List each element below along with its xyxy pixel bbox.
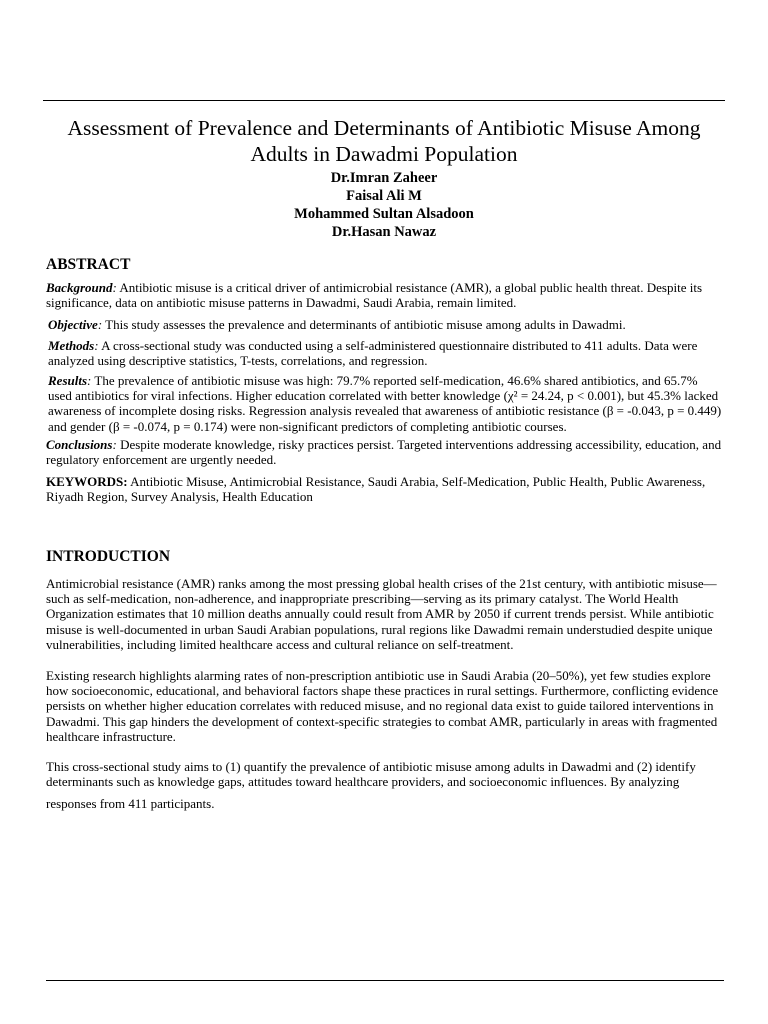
background-text: Antibiotic misuse is a critical driver of antimicrobial resistance (AMR), a global public health threat. Despite its significance, data on antibiotic misuse patterns in Dawadmi, Saudi Arabia, remain limited.: [46, 280, 703, 311]
conclusions-label: Conclusions: [46, 437, 113, 452]
top-rule: [43, 100, 725, 101]
paper-title: Assessment of Prevalence and Determinants of Antibiotic Misuse Among Adults in Dawadmi Population: [67, 116, 701, 166]
objective-label: Objective: [48, 317, 98, 332]
background-label: Background: [46, 280, 113, 295]
author-name: Faisal Ali M: [346, 188, 422, 204]
keywords-text: Antibiotic Misuse, Antimicrobial Resistance, Saudi Arabia, Self-Medication, Public Health, Public Awareness, Riyadh Region, Survey Analysis, Health Education: [46, 474, 706, 505]
keywords-label: KEYWORDS:: [46, 474, 128, 489]
bottom-rule: [46, 980, 724, 981]
abstract-heading: ABSTRACT: [46, 256, 131, 273]
results-text: The prevalence of antibiotic misuse was high: 79.7% reported self-medication, 46.6% shared antibiotics, and 65.7% used antibiotics for viral infections. Higher education correlated with better knowledge (χ² = 24.24, p < 0.001), but 45.3% lacked awareness of incomplete dosing risks. Regression analysis revealed that awareness of antibiotic resistance (β = -0.043, p = 0.449) and gender (β = -0.074, p = 0.174) were non-significant predictors of completing antibiotic courses.: [48, 373, 722, 434]
intro-paragraph: Existing research highlights alarming rates of non-prescription antibiotic use in Saudi Arabia (20–50%), yet few studies explore how socioeconomic, educational, and behavioral factors shape these practices in rural settings. Furthermore, conflicting evidence persists on whether higher education correlates with reduced misuse, and no regional data exist to guide tailored interventions in Dawadmi. This gap hinders the development of context-specific strategies to combat AMR, particularly in areas with fragmented healthcare infrastructure.: [46, 668, 719, 744]
results-label: Results: [48, 373, 88, 388]
abstract-methods: Methods: A cross-sectional study was conducted using a self-administered questionnaire distributed to 411 adults. Data were analyzed using descriptive statistics, T-tests, correlations, and regression.: [48, 338, 698, 369]
author-list: [46, 169, 722, 241]
introduction-heading: INTRODUCTION: [46, 548, 171, 565]
abstract-keywords: [46, 474, 722, 504]
methods-text: A cross-sectional study was conducted using a self-administered questionnaire distributed to 411 adults. Data were analyzed using descriptive statistics, T-tests, correlations, and regression.: [48, 338, 698, 369]
author-name: Dr.Imran Zaheer: [330, 170, 438, 186]
abstract-objective: Objective: This study assesses the prevalence and determinants of antibiotic misuse among adults in Dawadmi.: [48, 317, 626, 332]
intro-paragraph: Antimicrobial resistance (AMR) ranks among the most pressing global health crises of the 21st century, with antibiotic misuse—such as self-medication, non-adherence, and inappropriate prescribing—serving as its primary catalyst. The World Health Organization estimates that 10 million deaths annually could result from AMR by 2050 if current trends persist. While antibiotic misuse is well-documented in urban Saudi Arabian populations, rural regions like Dawadmi remain understudied despite unique vulnerabilities, including limited healthcare access and cultural reliance on self-treatment.: [46, 576, 717, 652]
intro-paragraph: This cross-sectional study aims to (1) quantify the prevalence of antibiotic misuse among adults in Dawadmi and (2) identify determinants such as knowledge gaps, attitudes toward healthcare providers, and socioeconomic influences. By analyzing: [46, 759, 696, 790]
intro-paragraph: responses from 411 participants.: [46, 796, 215, 811]
author-name: Mohammed Sultan Alsadoon: [294, 206, 474, 222]
objective-text: This study assesses the prevalence and determinants of antibiotic misuse among adults in Dawadmi.: [102, 317, 626, 332]
abstract-conclusions: Conclusions: Despite moderate knowledge, risky practices persist. Targeted interventions addressing accessibility, education, and regulatory enforcement are urgently needed.: [46, 437, 722, 468]
conclusions-text: Despite moderate knowledge, risky practices persist. Targeted interventions addressing accessibility, education, and regulatory enforcement are urgently needed.: [46, 437, 722, 468]
abstract-background: Background: Antibiotic misuse is a critical driver of antimicrobial resistance (AMR), a global public health threat. Despite its significance, data on antibiotic misuse patterns in Dawadmi, Saudi Arabia, remain limited.: [46, 280, 703, 311]
abstract-results: Results: The prevalence of antibiotic misuse was high: 79.7% reported self-medication, 46.6% shared antibiotics, and 65.7% used antibiotics for viral infections. Higher education correlated with better knowledge (χ² = 24.24, p < 0.001), but 45.3% lacked awareness of incomplete dosing risks. Regression analysis revealed that awareness of antibiotic resistance (β = -0.043, p = 0.449) and gender (β = -0.074, p = 0.174) were non-significant predictors of completing antibiotic courses.: [48, 373, 722, 434]
author-name: Dr.Hasan Nawaz: [331, 224, 437, 240]
methods-label: Methods: [48, 338, 95, 353]
